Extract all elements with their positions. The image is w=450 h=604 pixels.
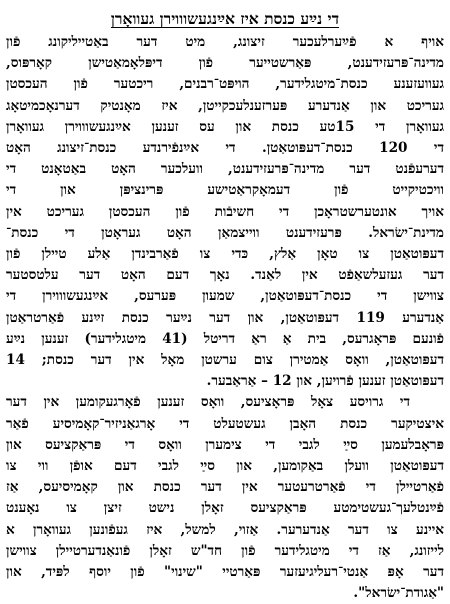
text-line: דעפּוטאַטן צו טאָן אַלץ, כּדי צו פֿאַרבינדן אַלע טיילן פֿון	[6, 246, 444, 263]
text-line: מדינה־פּרעזידענט, פּאַרשטייער פֿון דיפּלאָמאַטישן קאָרפּוס,	[6, 55, 444, 72]
text-line: אויך אונטערשטראָכן די חשיבֿות פֿון העכסטן געריכט אין	[6, 203, 444, 220]
text-line: דער אָפּ אַנטי־רעליגיעזער פּאַרטיי "שינוי" פֿון יוסף לפּיד, און	[6, 564, 444, 581]
text-line: איצטיקער כנסת האָבן געשטעלט די אָרגאַניזיר־קאָמיסיע פֿאַר	[6, 415, 444, 432]
text-line: מדינת־ישׂראל. פּרעזידענט ווייצמאַן האָט געראָטן די כנסת־	[6, 224, 444, 241]
text-line: איינע צו דער אַנדערער. אַזוי, למשל, איז געפֿונען געוואָרן א	[6, 521, 444, 538]
text-line: דעפּוטאַטן זענען פֿרויען, און 12 – אַראַבער.	[206, 373, 444, 390]
text-line: געוועזענע כנסת־מיטגלידער, הויפּט־רבנים, ריכטער פֿון העכסטן	[6, 76, 444, 93]
text-line: אויף א פֿײַערלעכער זיצונג, מיט דער באַטייליקונג פֿון	[6, 34, 444, 50]
text-line: פּראָבלעמען סײַ לגבי די צימערן וואָס די פּראַקציעס און	[6, 436, 444, 453]
text-line: "אַגודת־ישׂראל".	[353, 585, 444, 602]
paragraph-2	[6, 392, 444, 604]
text-line: דערעפֿנט דער מדינה־פּרעזידענט, וועלכער האָט באַטאָנט די	[6, 161, 444, 178]
text-line: די 120 כנסת־דעפּוטאַטן. די אײַנפֿירנדע כנסת־זיצונג האָט	[6, 140, 444, 157]
text-line: צווישן די כנסת־דעפּוטאַטן, שמעון פּערעס, אײַנגעשוווירן די	[6, 288, 444, 305]
text-line: דער געזעלשאַפֿט אין לאַנד. נאָך דעם האָט דער עלטסטער	[6, 267, 444, 284]
text-line: די גרויסע צאָל פּראָציעס, וואָס זענען פֿאָרגעקומען אין דער	[6, 394, 410, 411]
text-line: געריכט און אַנדערע פּערזענלעכקייטן, איז מאָנטיק דערנאָכמיטאָג	[6, 97, 444, 114]
text-line: לייזונג, אַז די מיטגלידער פֿון חד"ש זאָלן פֿונאַנדערטיילן צווישן	[6, 542, 444, 559]
text-line: פֿאַרטיילן די פֿאַרטרעטער אין דער כנסת און קאָמיסיעס, אַז	[6, 479, 444, 496]
paragraph-1	[6, 32, 444, 392]
text-line: וויכטיקייט פֿון דעמאָקראַטישע פּרינציפּן און די	[6, 182, 444, 199]
article-title: די נײַע כנסת איז אײַנגעשוווירן געוואָרן	[110, 9, 340, 28]
text-line: אַנדערע 119 דעפּוטאַטן, און דער נײַער כנסת זײַנע פֿאַרטראַטן	[6, 309, 444, 326]
text-line: דעפּוטאַטן וועלן באַקומען, און סײַ לגבי דעם אופֿן ווי צו	[6, 458, 444, 475]
text-line: געוואָרן די 15טע כנסת און עס זענען אײַנגעשוווירן געוואָרן	[6, 118, 444, 135]
article-body	[6, 32, 444, 604]
text-line: דעפּוטאַטן, וואָס אַמטירן צום ערשטן מאָל אין דער כנסת; 14	[6, 352, 444, 369]
text-line: פֿײַנטלעך־געשטימטע פּראַקציעס זאָלן נישט זיצן צו נאָענט	[6, 500, 444, 517]
text-line: פֿונעם פּראָגרעס, בית אַ ראַ דריטל (41 מיטגלידער) זענען נײַע	[6, 330, 444, 347]
